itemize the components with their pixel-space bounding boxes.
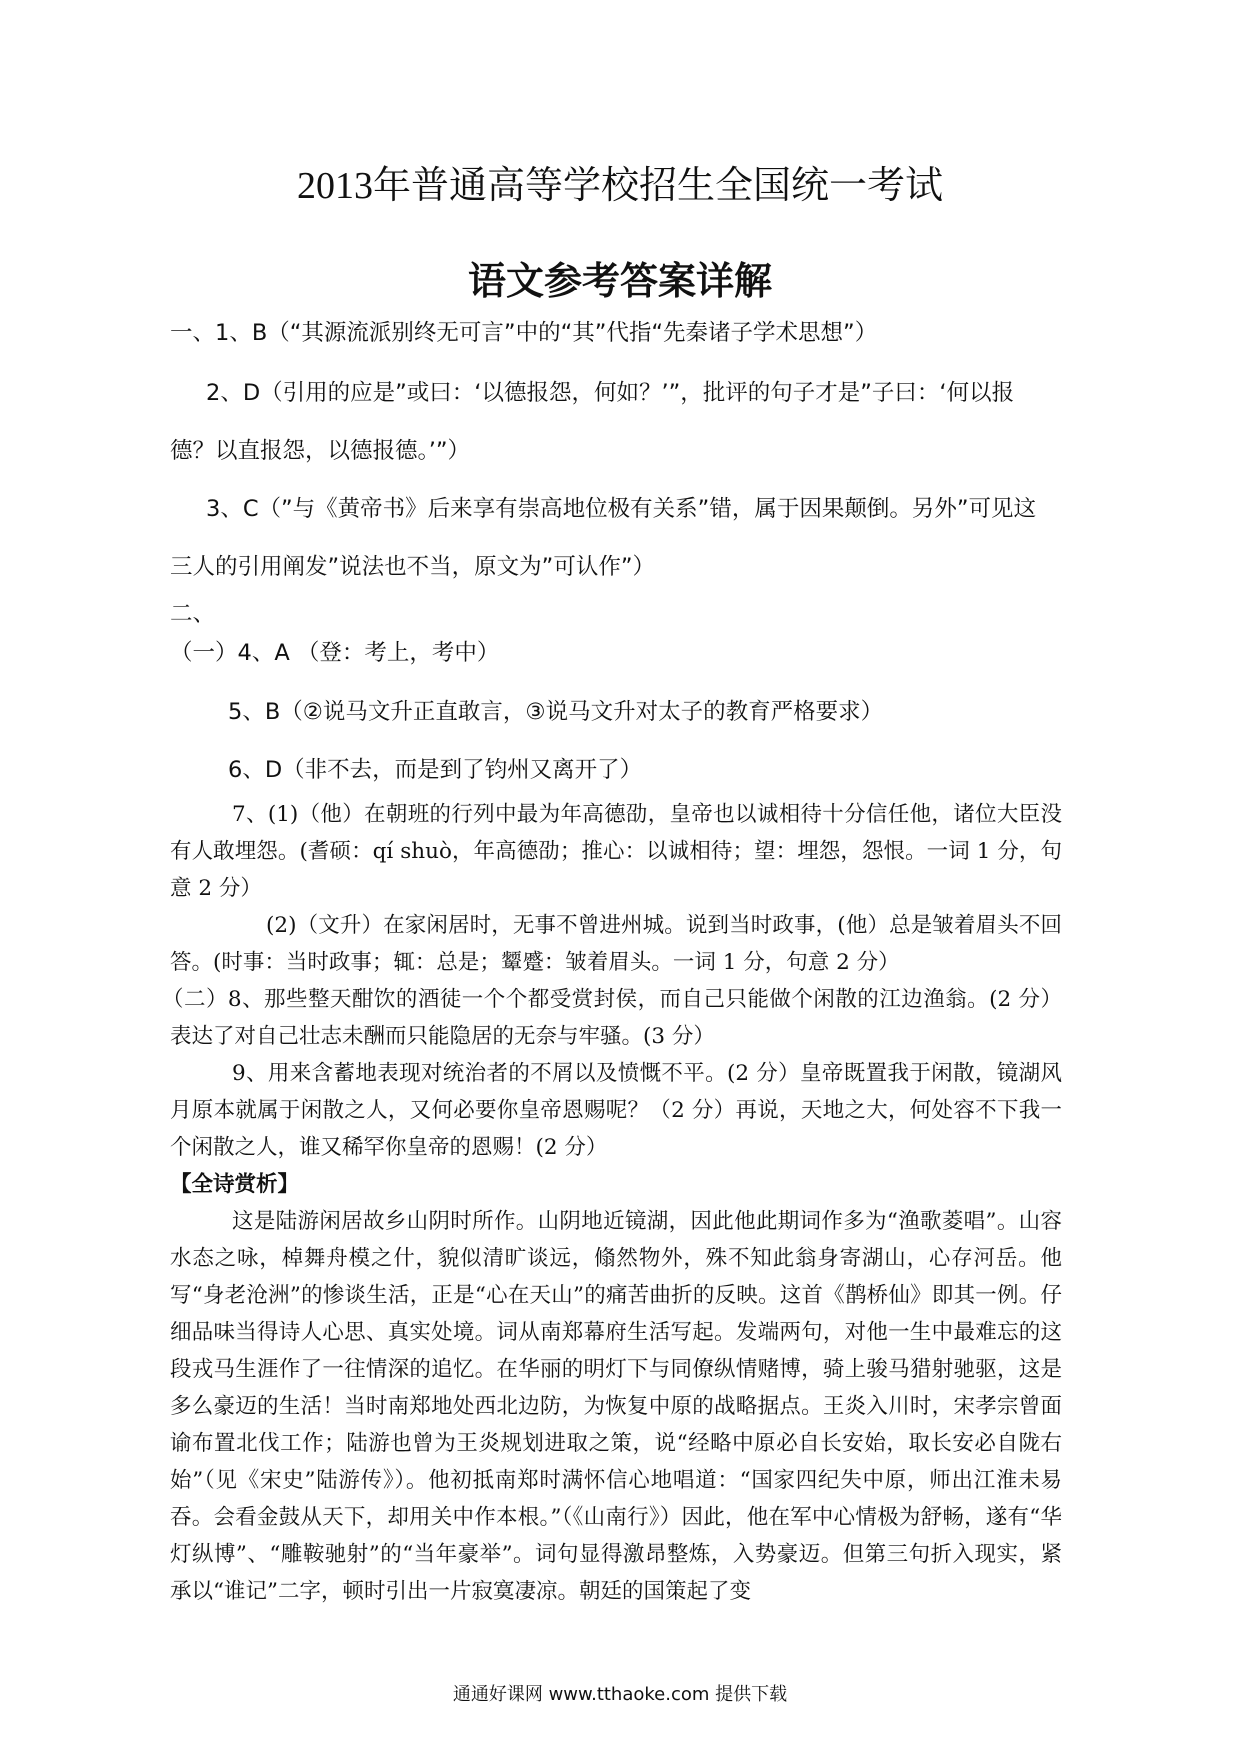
appreciation-heading: 【全诗赏析】 xyxy=(170,1172,300,1197)
answer-block xyxy=(162,796,1062,1610)
appreciation-text: 这是陆游闲居故乡山阴时所作。山阴地近镜湖，因此他此期词作多为“渔歌菱唱”。山容水态之咏，棹舞舟模之什，貌似清旷谈远，翛然物外，殊不知此翁身寄湖山，心存河岳。他写“身老沧洲”的惨谈生活，正是“心在天山”的痛苦曲折的反映。这首《鹊桥仙》即其一例。仔细品味当得诗人心思、真实处境。词从南郑幕府生活写起。发端两句，对他一生中最难忘的这段戎马生涯作了一往情深的追忆。在华丽的明灯下与同僚纵情赌博，骑上骏马猎射驰驱，这是多么豪迈的生活！当时南郑地处西北边防，为恢复中原的战略据点。王炎入川时，宋孝宗曾面谕布置北伐工作；陆游也曾为王炎规划进取之策，说“经略中原必自长安始，取长安必自陇右始”（见《宋史”陆游传》）。他初抵南郑时满怀信心地唱道：“国家四纪失中原，师出江淮未易吞。会看金鼓从天下，却用关中作本根。”（《山南行》）因此，他在军中心情极为舒畅，遂有“华灯纵博”、“雕鞍驰射”的“当年豪举”。词句显得激昂整炼，入势豪迈。但第三句折入现实，紧承以“谁记”二字，顿时引出一片寂寞凄凉。朝廷的国策起了变 xyxy=(170,1209,1062,1604)
answer-q7-1: 7、(1)（他）在朝班的行列中最为年高德劭，皇帝也以诚相待十分信任他，诸位大臣没有人敢埋怨。(耆硕：qí shuò，年高德劭；推心：以诚相待；望：埋怨，怨恨。一词 1 分，句意 2 分） xyxy=(170,802,1062,901)
answer-q2-line1: 2、D（引用的应是”或曰：‘以德报怨，何如？’”，批评的句子才是”子曰：‘何以报 xyxy=(206,380,1015,406)
answer-q5: 5、B（②说马文升正直敢言，③说马文升对太子的教育严格要求） xyxy=(228,699,884,725)
answer-q9: 9、用来含蓄地表现对统治者的不屑以及愤慨不平。(2 分）皇帝既置我于闲散，镜湖风月原本就属于闲散之人，又何必要你皇帝恩赐呢？（2 分）再说，天地之大，何处容不下我一个闲散之人，谁又稀罕你皇帝的恩赐！(2 分） xyxy=(170,1061,1062,1160)
page-footer: 通通好课网 www.tthaoke.com 提供下载 xyxy=(452,1684,788,1705)
document-subtitle: 语文参考答案详解 xyxy=(467,259,772,303)
section-two-label: 二、 xyxy=(170,601,216,627)
answer-q3-line2: 三人的引用阐发”说法也不当，原文为”可认作”） xyxy=(170,554,655,580)
answer-q6: 6、D（非不去，而是到了钧州又离开了） xyxy=(228,757,643,783)
document-title: 2013年普通高等学校招生全国统一考试 xyxy=(296,165,943,207)
answer-q2-line2: 德？以直报怨，以德报德。’”） xyxy=(170,438,471,464)
answer-q4: （一）4、A （登：考上，考中） xyxy=(170,640,500,666)
answer-q8: （二）8、那些整天酣饮的酒徒一个个都受赏封侯，而自己只能做个闲散的江边渔翁。(2 分）表达了对自己壮志未酬而只能隐居的无奈与牢骚。(3 分） xyxy=(162,987,1062,1049)
answer-q7-2: (2)（文升）在家闲居时，无事不曾进州城。说到当时政事，(他）总是皱着眉头不回答。(时事：当时政事；辄：总是；颦蹙：皱着眉头。一词 1 分，句意 2 分） xyxy=(170,913,1062,975)
answer-q1: 一、1、B（“其源流派别终无可言”中的“其”代指“先秦诸子学术思想”） xyxy=(170,320,878,346)
answer-q3-line1: 3、C（”与《黄帝书》后来享有崇高地位极有关系”错，属于因果颠倒。另外”可见这 xyxy=(206,496,1036,522)
